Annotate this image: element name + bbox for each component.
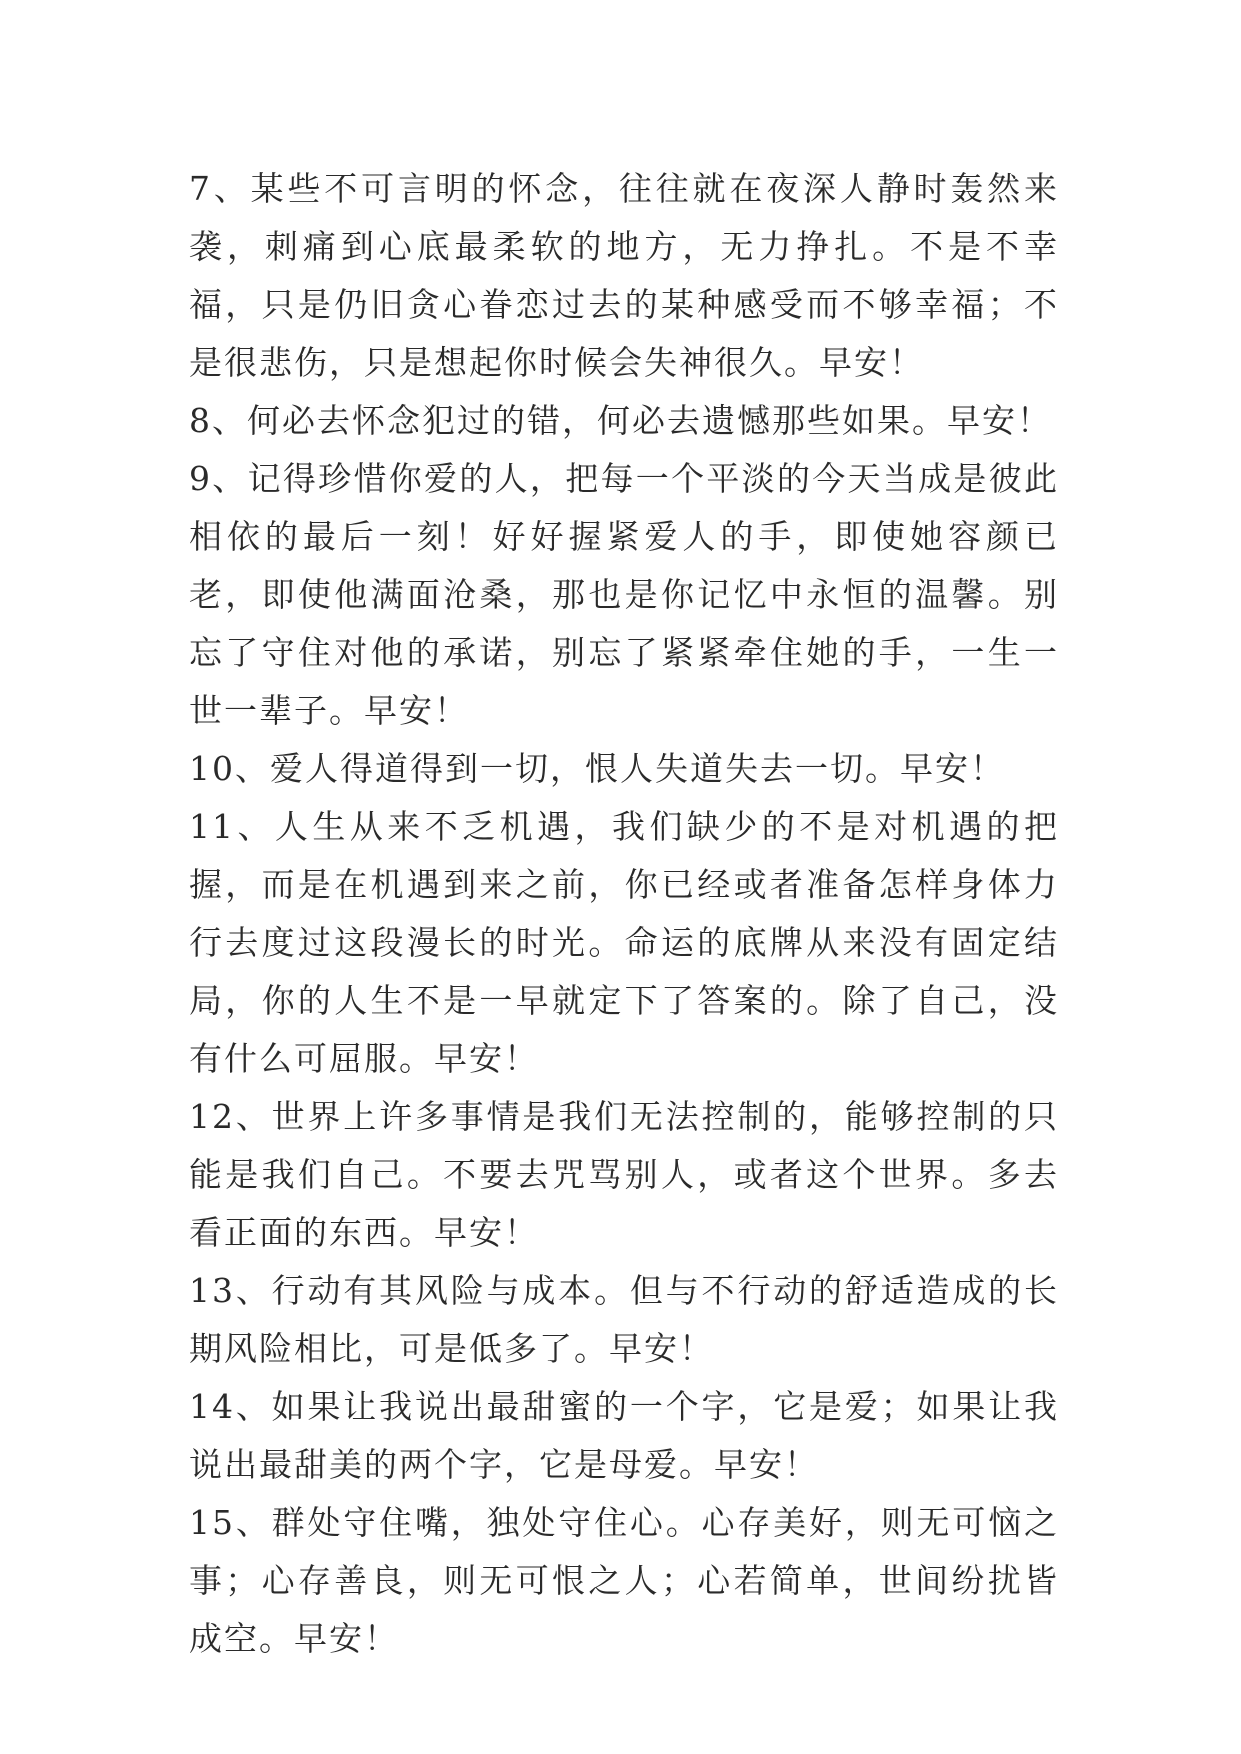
- paragraph-13: 13、行动有其风险与成本。但与不行动的舒适造成的长期风险相比，可是低多了。早安！: [189, 1271, 1059, 1368]
- paragraph-9: 9、记得珍惜你爱的人，把每一个平淡的今天当成是彼此相依的最后一刻！好好握紧爱人的手，即使她容颜已老，即使他满面沧桑，那也是你记忆中永恒的温馨。别忘了守住对他的承诺，别忘了紧紧牵住她的手，一生一世一辈子。早安！: [189, 459, 1059, 730]
- paragraph-12: 12、世界上许多事情是我们无法控制的，能够控制的只能是我们自己。不要去咒骂别人，或者这个世界。多去看正面的东西。早安！: [189, 1097, 1059, 1252]
- paragraph-10: 10、爱人得道得到一切，恨人失道失去一切。早安！: [189, 749, 1005, 788]
- paragraph-7: 7、某些不可言明的怀念，往往就在夜深人静时轰然来袭，刺痛到心底最柔软的地方，无力挣扎。不是不幸福，只是仍旧贪心眷恋过去的某种感受而不够幸福；不是很悲伤，只是想起你时候会失神很久。早安！: [189, 169, 1059, 382]
- paragraph-15: 15、群处守住嘴，独处守住心。心存美好，则无可恼之事；心存善良，则无可恨之人；心若简单，世间纷扰皆成空。早安！: [189, 1503, 1059, 1658]
- paragraph-14: 14、如果让我说出最甜蜜的一个字，它是爱；如果让我说出最甜美的两个字，它是母爱。早安！: [189, 1387, 1059, 1484]
- document-body: [189, 160, 1059, 1668]
- paragraph-11: 11、人生从来不乏机遇，我们缺少的不是对机遇的把握，而是在机遇到来之前，你已经或者准备怎样身体力行去度过这段漫长的时光。命运的底牌从来没有固定结局，你的人生不是一早就定下了答案的。除了自己，没有什么可屈服。早安！: [189, 807, 1059, 1078]
- paragraph-8: 8、何必去怀念犯过的错，何必去遗憾那些如果。早安！: [189, 401, 1052, 440]
